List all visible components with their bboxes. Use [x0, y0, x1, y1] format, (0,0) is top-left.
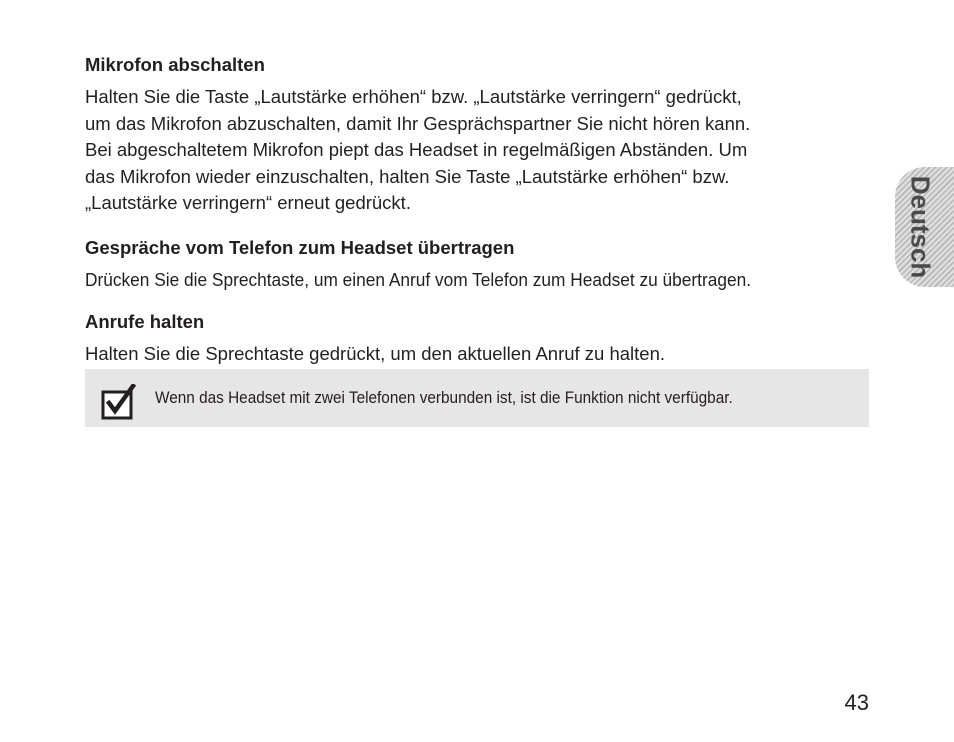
section-hold-calls [85, 311, 875, 368]
section-body [85, 267, 875, 294]
section-heading: Mikrofon abschalten [85, 54, 265, 75]
section-body [85, 84, 875, 217]
section-body [85, 341, 875, 368]
body-line-text: Drücken Sie die Sprechtaste, um einen Anruf vom Telefon zum Headset zu übertragen. [85, 268, 752, 290]
note-text: Wenn das Headset mit zwei Telefonen verbunden ist, ist die Funktion nicht verfügbar. [155, 389, 733, 407]
checkbox-check-icon [101, 384, 137, 420]
body-line: „Lautstärke verringern“ erneut gedrückt. [85, 192, 411, 213]
section-transfer-calls [85, 237, 875, 294]
body-line: Halten Sie die Sprechtaste gedrückt, um den aktuellen Anruf zu halten. [85, 343, 666, 364]
section-heading: Anrufe halten [85, 311, 205, 332]
body-line: um das Mikrofon abzuschalten, damit Ihr Gesprächspartner Sie nicht hören kann. [85, 112, 751, 134]
body-line: das Mikrofon wieder einzuschalten, halten Sie Taste „Lautstärke erhöhen“ bzw. [85, 165, 730, 187]
note-box [85, 369, 869, 427]
body-line [85, 267, 875, 294]
page-number: 43 [844, 690, 869, 715]
section-mute-microphone [85, 54, 875, 217]
section-heading: Gespräche vom Telefon zum Headset übertragen [85, 236, 515, 258]
page-content [85, 54, 875, 383]
body-line: Halten Sie die Taste „Lautstärke erhöhen“ bzw. „Lautstärke verringern“ gedrückt, [85, 86, 742, 107]
body-line: Bei abgeschaltetem Mikrofon piept das Headset in regelmäßigen Abständen. Um [85, 139, 748, 160]
language-tab-label: Deutsch [905, 175, 936, 279]
